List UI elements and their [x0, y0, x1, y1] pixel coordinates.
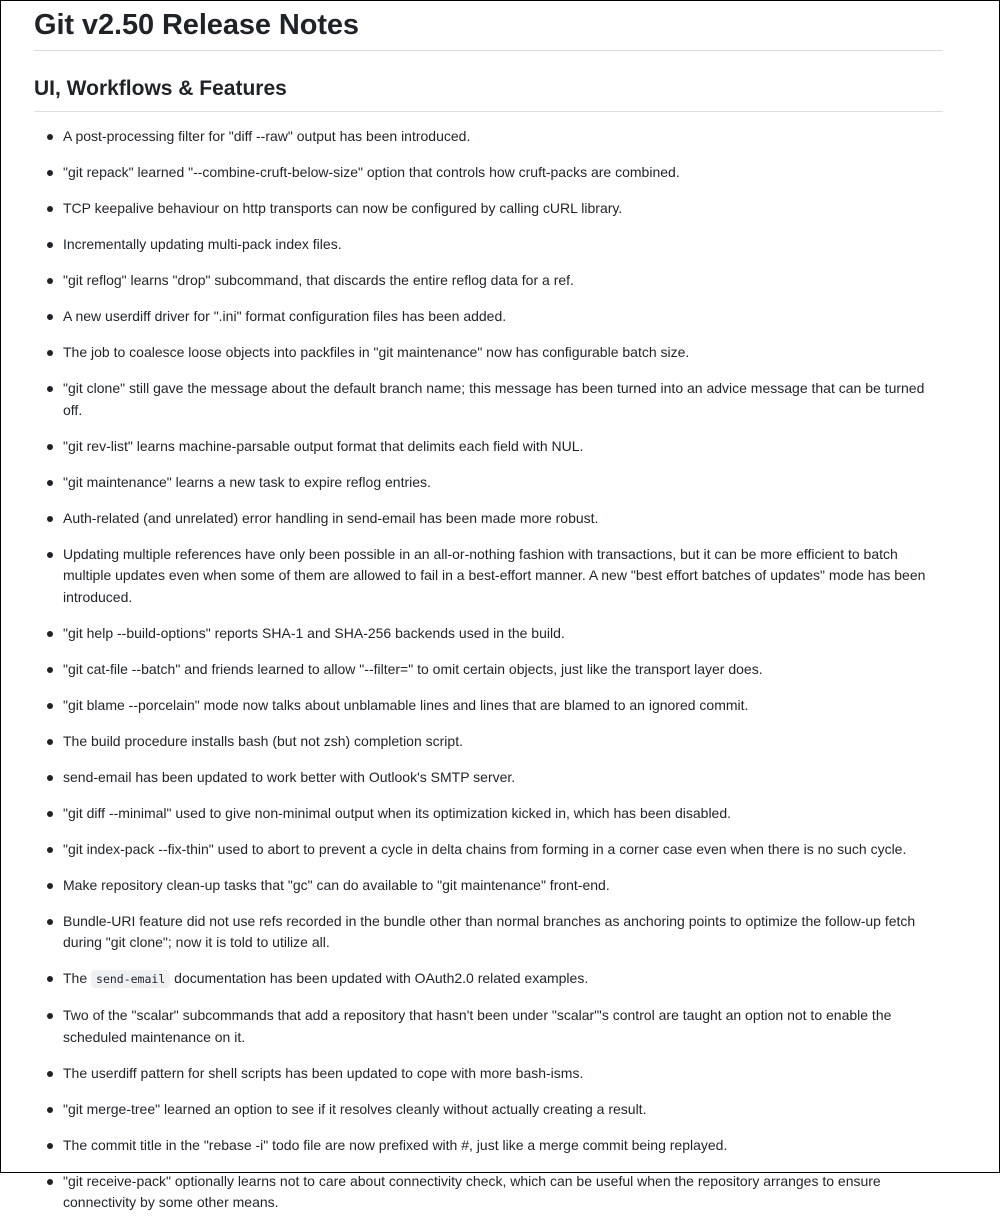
- list-item: Make repository clean-up tasks that "gc" can do available to "git maintenance" front-end.: [34, 875, 943, 897]
- release-notes-content: [34, 1, 943, 1228]
- list-item: "git help --build-options" reports SHA-1 and SHA-256 backends used in the build.: [34, 623, 943, 645]
- list-item: Updating multiple references have only been possible in an all-or-nothing fashion with transactions, but it can be more efficient to batch multiple updates even when some of them are allowed to fail in a best-effort manner. A new "best effort batches of updates" mode has been introduced.: [34, 544, 943, 609]
- list-item: A new userdiff driver for ".ini" format configuration files has been added.: [34, 306, 943, 328]
- list-item: "git clone" still gave the message about the default branch name; this message has been turned into an advice message that can be turned off.: [34, 378, 943, 421]
- list-item: The userdiff pattern for shell scripts has been updated to cope with more bash-isms.: [34, 1063, 943, 1085]
- list-item: The commit title in the "rebase -i" todo file are now prefixed with #, just like a merge commit being replayed.: [34, 1135, 943, 1157]
- feature-list: [34, 126, 943, 1214]
- list-item: The build procedure installs bash (but not zsh) completion script.: [34, 731, 943, 753]
- list-item: "git maintenance" learns a new task to expire reflog entries.: [34, 472, 943, 494]
- section-heading: UI, Workflows & Features: [34, 75, 943, 112]
- list-item: "git diff --minimal" used to give non-minimal output when its optimization kicked in, which has been disabled.: [34, 803, 943, 825]
- list-item: "git repack" learned "--combine-cruft-below-size" option that controls how cruft-packs are combined.: [34, 162, 943, 184]
- list-item: "git receive-pack" optionally learns not to care about connectivity check, which can be useful when the repository arranges to ensure connectivity by some other means.: [34, 1171, 943, 1214]
- list-item: "git merge-tree" learned an option to see if it resolves cleanly without actually creating a result.: [34, 1099, 943, 1121]
- page-title: Git v2.50 Release Notes: [34, 1, 943, 51]
- list-item-text: The: [63, 970, 92, 986]
- list-item: "git reflog" learns "drop" subcommand, that discards the entire reflog data for a ref.: [34, 270, 943, 292]
- list-item: A post-processing filter for "diff --raw" output has been introduced.: [34, 126, 943, 148]
- list-item: [34, 968, 943, 991]
- list-item: Auth-related (and unrelated) error handling in send-email has been made more robust.: [34, 508, 943, 530]
- list-item: Incrementally updating multi-pack index files.: [34, 234, 943, 256]
- list-item-text: documentation has been updated with OAuth2.0 related examples.: [170, 970, 589, 986]
- list-item: "git index-pack --fix-thin" used to abort to prevent a cycle in delta chains from forming in a corner case even when there is no such cycle.: [34, 839, 943, 861]
- list-item: "git rev-list" learns machine-parsable output format that delimits each field with NUL.: [34, 436, 943, 458]
- list-item: send-email has been updated to work better with Outlook's SMTP server.: [34, 767, 943, 789]
- list-item: TCP keepalive behaviour on http transports can now be configured by calling cURL library.: [34, 198, 943, 220]
- list-item: The job to coalesce loose objects into packfiles in "git maintenance" now has configurable batch size.: [34, 342, 943, 364]
- list-item: "git blame --porcelain" mode now talks about unblamable lines and lines that are blamed to an ignored commit.: [34, 695, 943, 717]
- list-item: "git cat-file --batch" and friends learned to allow "--filter=" to omit certain objects, just like the transport layer does.: [34, 659, 943, 681]
- inline-code: send-email: [91, 970, 170, 988]
- list-item: Bundle-URI feature did not use refs recorded in the bundle other than normal branches as anchoring points to optimize the follow-up fetch during "git clone"; now it is told to utilize all.: [34, 911, 943, 954]
- list-item: Two of the "scalar" subcommands that add a repository that hasn't been under "scalar"'s control are taught an option not to enable the scheduled maintenance on it.: [34, 1005, 943, 1048]
